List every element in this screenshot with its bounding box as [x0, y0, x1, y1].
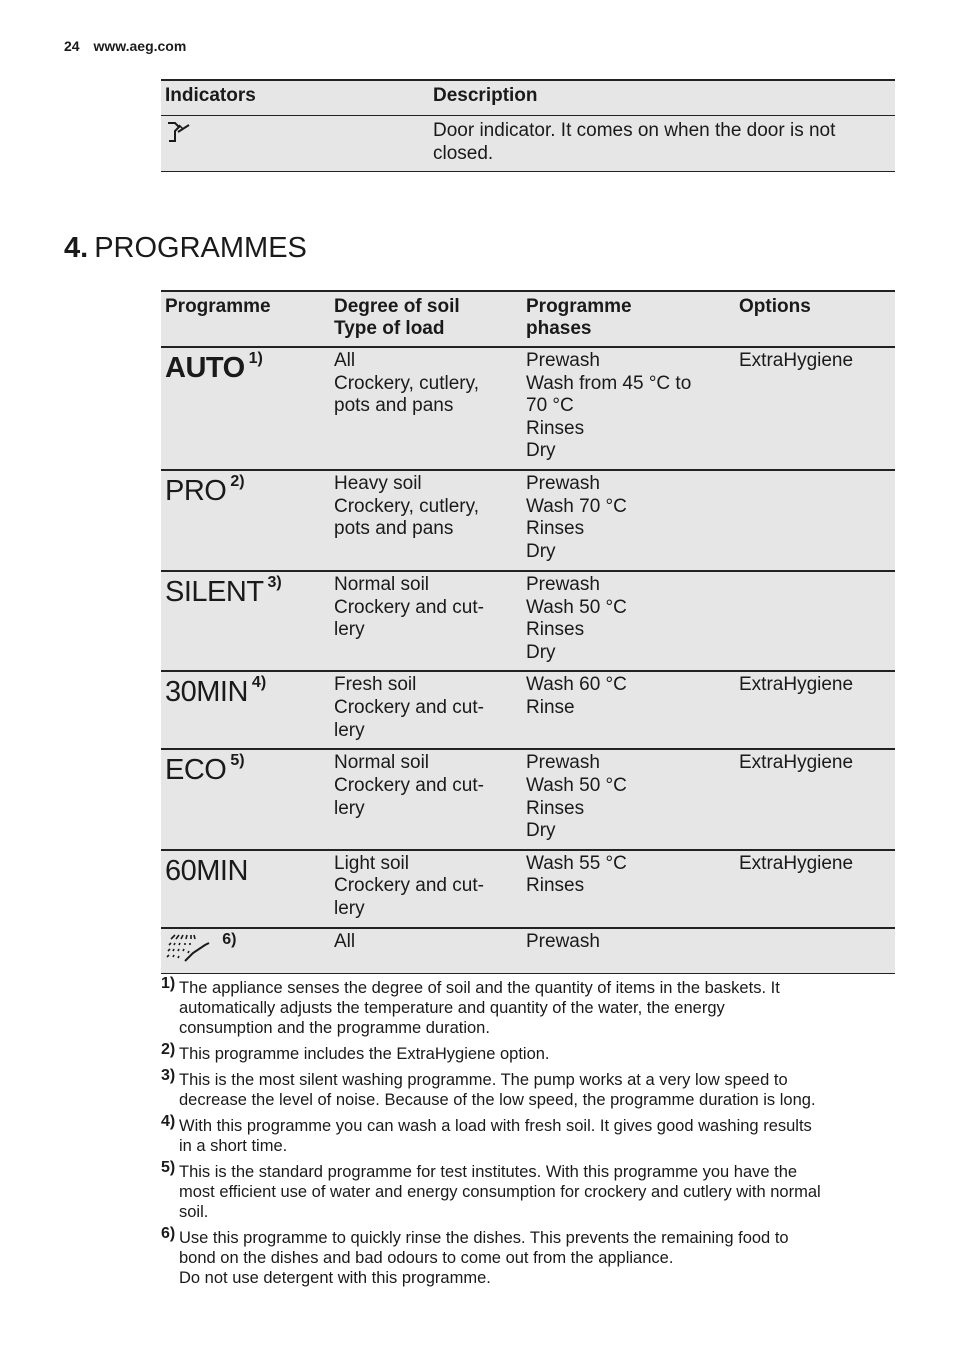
soil-header-line: Degree of soil	[334, 296, 460, 317]
footnote-line: soil.	[179, 1203, 209, 1221]
programme-column-header: Programme	[161, 291, 330, 347]
footnote-ref: 3)	[267, 574, 282, 591]
footnote-line: in a short time.	[179, 1137, 288, 1155]
table-row	[161, 928, 895, 974]
soil-line: Fresh soil	[334, 674, 417, 696]
soil-cell	[330, 850, 522, 928]
phase-line: Prewash	[526, 752, 600, 774]
footnote-line: decrease the level of noise. Because of the low speed, the programme duration is long.	[179, 1091, 816, 1109]
footnote	[161, 1159, 895, 1222]
phases-header-line2: phases	[526, 318, 592, 339]
section-number: 4.	[64, 232, 89, 264]
soil-line: Light soil	[334, 852, 409, 874]
soil-line: lery	[334, 719, 365, 741]
soil-cell	[330, 470, 522, 571]
soil-line: Normal soil	[334, 752, 430, 774]
indicators-column-header: Indicators	[161, 80, 429, 116]
soil-line: lery	[334, 897, 365, 919]
footnote-ref: 5)	[230, 752, 245, 770]
footnote	[161, 1225, 895, 1288]
table-row	[161, 116, 895, 172]
phase-line: Wash 70 °C	[526, 495, 627, 517]
phase-line: Dry	[526, 440, 556, 462]
phase-line: Wash 50 °C	[526, 596, 627, 618]
programme-name-auto: AUTO	[165, 352, 245, 384]
footnote	[161, 1041, 895, 1064]
phase-line: Wash 55 °C	[526, 852, 627, 874]
phase-line: Prewash	[526, 473, 600, 494]
phases-header-line1: Programme	[526, 296, 632, 317]
table-row	[161, 850, 895, 928]
soil-cell	[330, 571, 522, 671]
soil-line: lery	[334, 619, 365, 641]
footnote-line: This programme includes the ExtraHygiene option.	[179, 1045, 550, 1063]
page-header	[64, 38, 186, 54]
footnote-line: most efficient use of water and energy consumption for crockery and cutlery with normal	[179, 1183, 821, 1201]
footnote-ref: 6)	[222, 930, 237, 948]
description-column-header: Description	[429, 80, 895, 116]
phases-cell	[522, 749, 735, 849]
prewash-spray-icon	[165, 937, 218, 958]
soil-line: Crockery and cut-	[334, 875, 484, 897]
footnote-mark: 4)	[161, 1113, 176, 1130]
load-header-line: Type of load	[334, 318, 445, 339]
phase-line: Rinses	[526, 797, 585, 819]
footnote-mark: 6)	[161, 1225, 176, 1242]
footnotes	[161, 975, 895, 1294]
soil-line: pots and pans	[334, 518, 454, 540]
programme-name-30min: 30MIN	[165, 676, 248, 709]
phase-line: Dry	[526, 820, 556, 842]
programmes-table	[161, 290, 895, 974]
footnote-ref: 4)	[251, 674, 267, 692]
footnote-line: With this programme you can wash a load with fresh soil. It gives good washing results	[179, 1117, 812, 1135]
table-row	[161, 749, 895, 849]
footnote-mark: 1)	[161, 975, 176, 992]
phase-line: Prewash	[526, 350, 600, 371]
phase-line: Rinses	[526, 518, 585, 540]
soil-cell	[330, 928, 522, 974]
table-row	[161, 347, 895, 470]
programme-name-eco: ECO	[165, 754, 227, 787]
footnote-line: This is the most silent washing programme. The pump works at a very low speed to	[179, 1071, 788, 1089]
options-cell: ExtraHygiene	[735, 671, 895, 749]
footnote-ref: 1)	[248, 350, 263, 367]
header-url: www.aeg.com	[93, 38, 187, 54]
soil-line: Crockery and cut-	[334, 696, 484, 718]
footnote	[161, 975, 895, 1038]
footnote-mark: 2)	[161, 1041, 176, 1058]
programme-name-silent: SILENT	[165, 576, 264, 608]
options-cell	[735, 571, 895, 671]
soil-line: Crockery and cut-	[334, 774, 484, 796]
soil-line: Crockery, cutlery,	[334, 372, 479, 394]
door-indicator-cell	[161, 116, 429, 172]
phase-line: Wash 60 °C	[526, 674, 627, 696]
soil-cell	[330, 347, 522, 470]
section-heading	[64, 232, 307, 265]
phase-line: 70 °C	[526, 395, 574, 417]
programme-name-60min: 60MIN	[165, 854, 248, 887]
footnote-line: automatically adjusts the temperature and quantity of the water, the energy	[179, 999, 725, 1017]
soil-line: Crockery and cut-	[334, 596, 484, 618]
phases-cell	[522, 571, 735, 671]
soil-line: Normal soil	[334, 574, 430, 595]
footnote-line: bond on the dishes and bad odours to come out from the appliance.	[179, 1249, 674, 1267]
phases-column-header	[522, 291, 735, 347]
options-cell	[735, 928, 895, 974]
soil-line: pots and pans	[334, 395, 454, 417]
soil-line: Heavy soil	[334, 473, 422, 494]
programme-cell	[161, 671, 330, 749]
phase-line: Dry	[526, 540, 556, 562]
footnote	[161, 1113, 895, 1156]
footnote	[161, 1067, 895, 1110]
phases-cell	[522, 347, 735, 470]
programme-cell	[161, 347, 330, 470]
options-cell: ExtraHygiene	[735, 749, 895, 849]
table-row	[161, 470, 895, 571]
options-cell	[735, 470, 895, 571]
options-cell: ExtraHygiene	[735, 347, 895, 470]
indicators-header-row	[161, 80, 895, 116]
footnote-ref: 2)	[230, 473, 245, 490]
phase-line: Wash 50 °C	[526, 774, 627, 796]
programme-cell	[161, 571, 330, 671]
footnote-line: consumption and the programme duration.	[179, 1019, 490, 1037]
phase-line: Dry	[526, 641, 556, 663]
phases-cell	[522, 470, 735, 571]
options-cell: ExtraHygiene	[735, 850, 895, 928]
soil-column-header	[330, 291, 522, 347]
options-column-header: Options	[735, 291, 895, 347]
soil-line: All	[334, 930, 356, 952]
footnote-mark: 5)	[161, 1159, 176, 1176]
programme-name-pro: PRO	[165, 475, 227, 507]
soil-line: All	[334, 350, 356, 371]
footnote-line: Do not use detergent with this programme.	[179, 1269, 491, 1287]
soil-cell	[330, 749, 522, 849]
phase-line: Rinses	[526, 875, 585, 897]
phase-line: Wash from 45 °C to	[526, 372, 692, 394]
programme-cell	[161, 749, 330, 849]
section-title: PROGRAMMES	[94, 232, 307, 264]
phase-line: Rinses	[526, 417, 585, 439]
programmes-header-row	[161, 291, 895, 347]
footnote-line: Use this programme to quickly rinse the dishes. This prevents the remaining food to	[179, 1229, 789, 1247]
programme-cell	[161, 470, 330, 571]
soil-cell	[330, 671, 522, 749]
footnote-line: This is the standard programme for test institutes. With this programme you have the	[179, 1163, 798, 1181]
phase-line: Prewash	[526, 574, 600, 595]
phases-cell	[522, 671, 735, 749]
table-row	[161, 571, 895, 671]
phases-cell	[522, 850, 735, 928]
phase-line: Rinses	[526, 619, 585, 641]
phase-line: Rinse	[526, 696, 575, 718]
table-row	[161, 671, 895, 749]
programme-cell	[161, 928, 330, 974]
footnote-mark: 3)	[161, 1067, 176, 1084]
door-indicator-description: Door indicator. It comes on when the door is not closed.	[429, 116, 895, 172]
footnote-line: The appliance senses the degree of soil and the quantity of items in the baskets. It	[179, 979, 780, 997]
indicators-table	[161, 79, 895, 172]
soil-line: Crockery, cutlery,	[334, 495, 479, 517]
door-indicator-icon	[165, 121, 193, 142]
phases-cell	[522, 928, 735, 974]
programme-cell	[161, 850, 330, 928]
page-number: 24	[64, 38, 80, 54]
soil-line: lery	[334, 797, 365, 819]
phase-line: Prewash	[526, 930, 600, 952]
